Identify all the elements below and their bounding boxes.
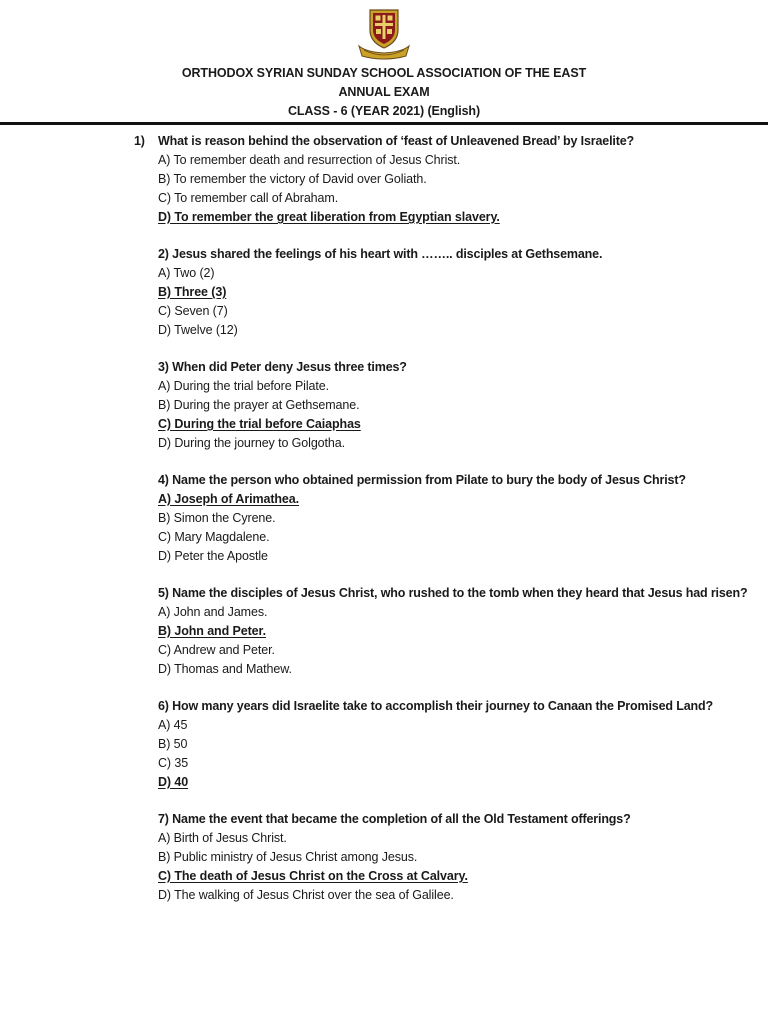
exam-title: ANNUAL EXAM: [338, 85, 430, 99]
option-d: D) Thomas and Mathew.: [158, 662, 292, 676]
school-crest-logo: [356, 6, 412, 60]
question-text: 3) When did Peter deny Jesus three times?: [158, 360, 407, 374]
option-b: B) Public ministry of Jesus Christ among Jesus.: [158, 850, 418, 864]
question-6: [158, 697, 748, 792]
option-a: A) During the trial before Pilate.: [158, 379, 329, 393]
option-b-correct-answer: B) Three (3): [158, 285, 227, 299]
association-name: ORTHODOX SYRIAN SUNDAY SCHOOL ASSOCIATION OF THE EAST: [181, 66, 587, 80]
option-b: B) 50: [158, 737, 188, 751]
question-2: [158, 245, 748, 340]
option-a: A) Two (2): [158, 266, 215, 280]
option-a-correct-answer: A) Joseph of Arimathea.: [158, 492, 300, 506]
option-c: C) Seven (7): [158, 304, 228, 318]
option-a: A) John and James.: [158, 605, 268, 619]
option-d-correct-answer: D) To remember the great liberation from Egyptian slavery.: [158, 210, 500, 224]
question-7: [158, 810, 748, 905]
question-3: [158, 358, 748, 453]
option-d: D) The walking of Jesus Christ over the sea of Galilee.: [158, 888, 454, 902]
option-c-correct-answer: C) During the trial before Caiaphas: [158, 417, 361, 431]
option-d: D) Peter the Apostle: [158, 549, 268, 563]
exam-header: [0, 64, 768, 121]
option-a: A) Birth of Jesus Christ.: [158, 831, 287, 845]
question-1: [134, 132, 748, 227]
option-b: B) Simon the Cyrene.: [158, 511, 276, 525]
question-text: 5) Name the disciples of Jesus Christ, who rushed to the tomb when they heard that Jesus had risen?: [158, 586, 748, 600]
class-year-language: CLASS - 6 (YEAR 2021) (English): [287, 104, 481, 118]
option-b: B) To remember the victory of David over Goliath.: [158, 172, 427, 186]
option-c: C) Andrew and Peter.: [158, 643, 275, 657]
option-d-correct-answer: D) 40: [158, 775, 189, 789]
option-a: A) To remember death and resurrection of Jesus Christ.: [158, 153, 461, 167]
question-list: [134, 132, 748, 923]
header-divider: [0, 122, 768, 125]
option-c: C) Mary Magdalene.: [158, 530, 270, 544]
option-b: B) During the prayer at Gethsemane.: [158, 398, 360, 412]
option-c: C) To remember call of Abraham.: [158, 191, 339, 205]
option-b-correct-answer: B) John and Peter.: [158, 624, 266, 638]
option-c: C) 35: [158, 756, 189, 770]
option-d: D) During the journey to Golgotha.: [158, 436, 345, 450]
question-4: [158, 471, 748, 566]
question-text: 4) Name the person who obtained permission from Pilate to bury the body of Jesus Christ?: [158, 473, 686, 487]
question-text: 2) Jesus shared the feelings of his heart with …….. disciples at Gethsemane.: [158, 247, 603, 261]
question-text: 6) How many years did Israelite take to accomplish their journey to Canaan the Promised Land?: [158, 699, 713, 713]
question-text: [134, 132, 748, 151]
question-5: [158, 584, 748, 679]
option-a: A) 45: [158, 718, 188, 732]
question-prompt: What is reason behind the observation of ‘feast of Unleavened Bread’ by Israelite?: [158, 134, 635, 148]
option-d: D) Twelve (12): [158, 323, 238, 337]
option-c-correct-answer: C) The death of Jesus Christ on the Cross at Calvary.: [158, 869, 468, 883]
question-number: 1): [134, 134, 145, 148]
question-text: 7) Name the event that became the completion of all the Old Testament offerings?: [158, 812, 631, 826]
